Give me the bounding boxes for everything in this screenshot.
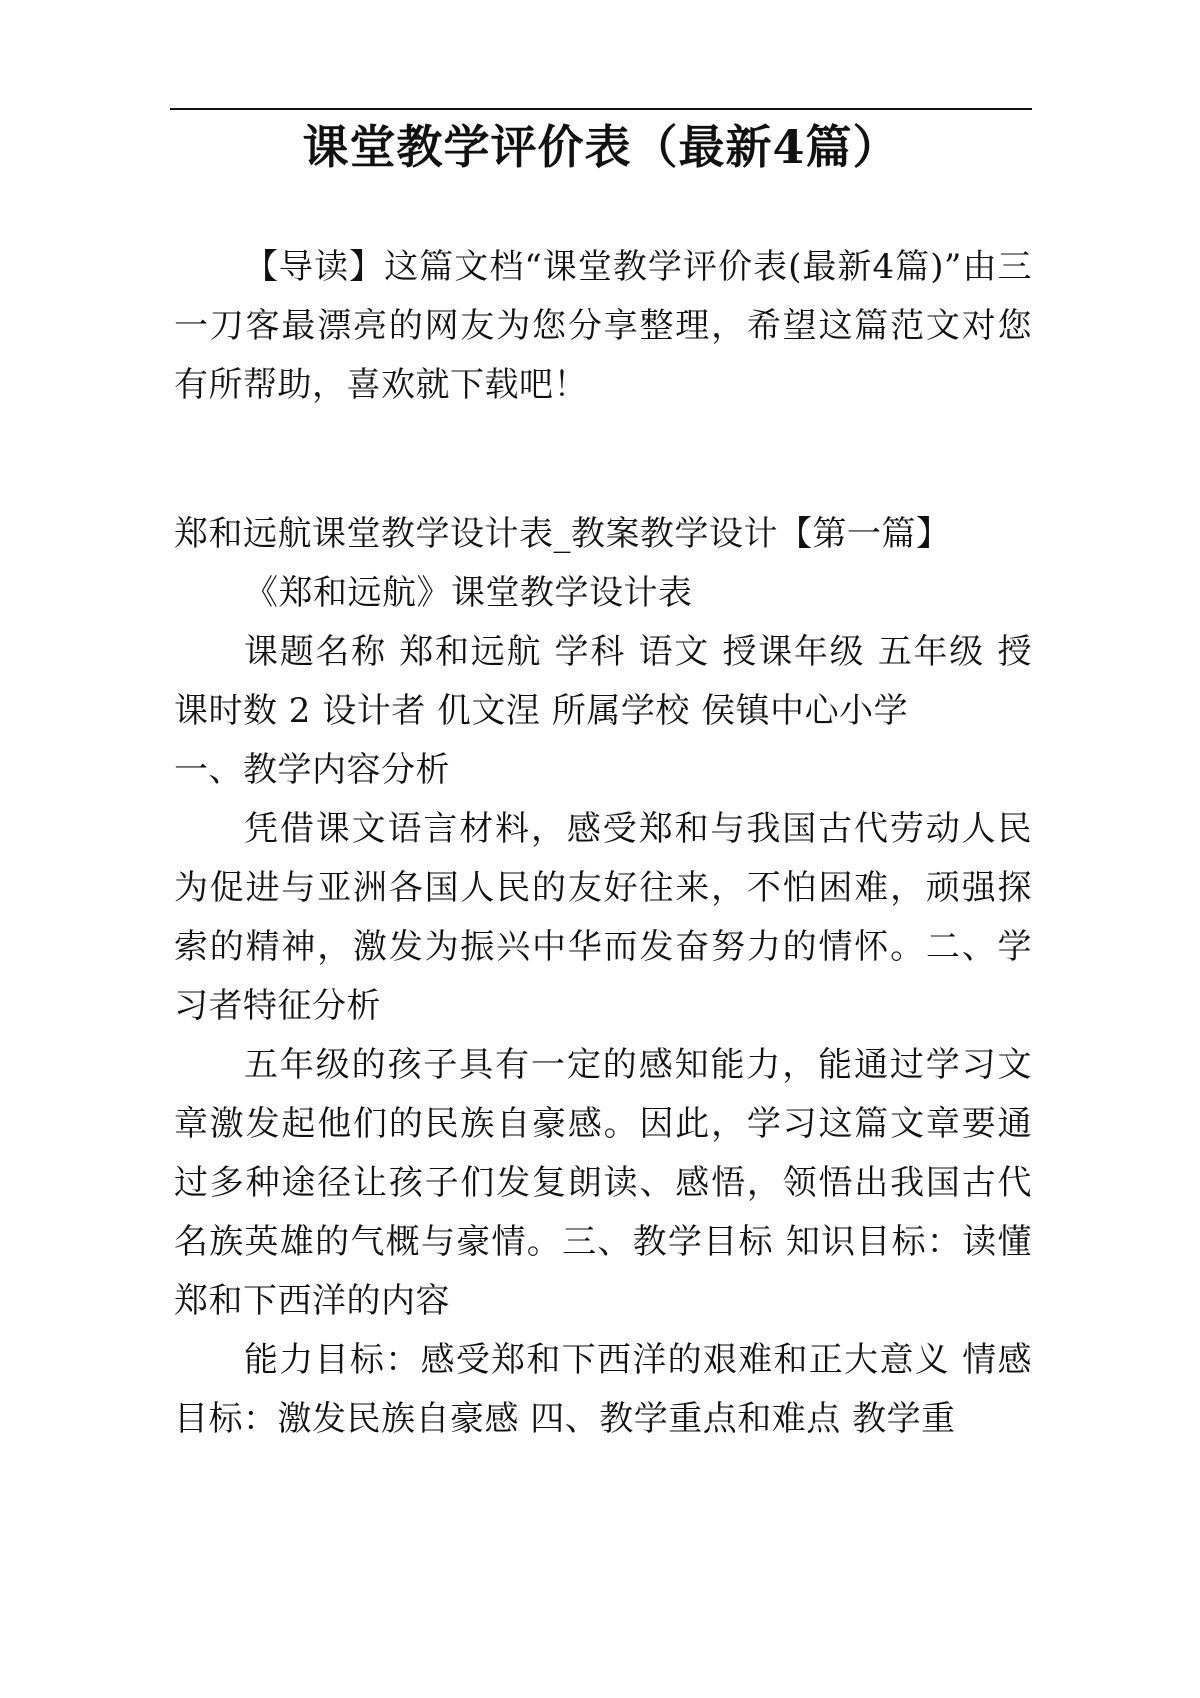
document-body	[174, 238, 1032, 1449]
header-rule	[170, 108, 1032, 110]
part1-heading: 一、教学内容分析	[174, 750, 450, 790]
table-title: 《郑和远航》课堂教学设计表	[244, 573, 693, 613]
section-heading: 郑和远航课堂教学设计表_教案教学设计【第一篇】	[174, 514, 951, 554]
part2-paragraph: 五年级的孩子具有一定的感知能力，能通过学习文章激发起他们的民族自豪感。因此，学习这篇文章要通过多种途径让孩子们发复朗读、感悟，领悟出我国古代名族英雄的气概与豪情。三、教学目标 知识目标：读懂郑和下西洋的内容	[174, 1045, 1032, 1321]
part1-paragraph: 凭借课文语言材料，感受郑和与我国古代劳动人民为促进与亚洲各国人民的友好往来，不怕困难，顽强探索的精神，激发为振兴中华而发奋努力的情怀。二、学习者特征分析	[174, 809, 1032, 1026]
lesson-info: 课题名称 郑和远航 学科 语文 授课年级 五年级 授课时数 2 设计者 仉文涅 所属学校 侯镇中心小学	[174, 632, 1032, 731]
intro-paragraph: 【导读】这篇文档“课堂教学评价表(最新4篇)”由三一刀客最漂亮的网友为您分享整理，希望这篇范文对您有所帮助，喜欢就下载吧！	[174, 247, 1032, 405]
part3-paragraph: 能力目标：感受郑和下西洋的艰难和正大意义 情感目标：激发民族自豪感 四、教学重点和难点 教学重	[174, 1340, 1032, 1439]
document-title: 课堂教学评价表（最新4篇）	[302, 120, 900, 174]
